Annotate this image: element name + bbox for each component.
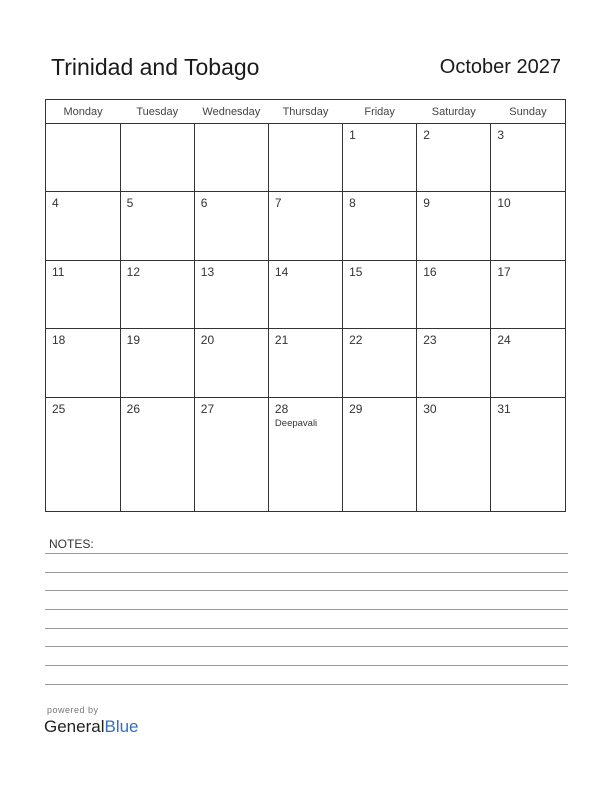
day-cell (343, 397, 417, 511)
day-cell (343, 260, 417, 328)
logo-general: General (44, 717, 105, 736)
day-number: 2 (423, 128, 430, 142)
day-number: 18 (52, 333, 66, 348)
day-number: 17 (497, 264, 511, 279)
day-number: 3 (497, 128, 505, 142)
day-number: 9 (423, 196, 430, 211)
day-cell (46, 260, 120, 328)
note-line (45, 553, 568, 554)
weekday-thursday: Thursday (268, 100, 342, 124)
day-number: 13 (200, 264, 215, 279)
day-cell (194, 329, 268, 397)
note-line (45, 684, 568, 685)
day-number: 6 (200, 196, 208, 211)
day-number: 25 (52, 401, 66, 416)
day-number: 14 (274, 264, 289, 279)
day-number: 1 (349, 128, 356, 142)
day-cell (46, 329, 120, 397)
powered-by-text: powered by (47, 705, 99, 715)
day-cell (120, 397, 194, 511)
day-number (195, 124, 268, 142)
day-cell (417, 192, 491, 260)
day-cell (268, 329, 342, 397)
weekday-friday: Friday (343, 100, 417, 124)
logo-blue: Blue (104, 717, 139, 736)
day-cell (120, 124, 194, 192)
weekday-wednesday: Wednesday (194, 100, 268, 124)
day-number (269, 124, 342, 142)
day-cell (268, 397, 342, 511)
day-cell (491, 397, 565, 511)
day-number: 19 (126, 333, 140, 348)
holiday-label: Deepavali (274, 417, 318, 429)
day-cell (120, 329, 194, 397)
day-cell (343, 329, 417, 397)
week-row (46, 260, 565, 328)
generalblue-logo (44, 717, 139, 737)
day-cell (417, 329, 491, 397)
note-line (45, 646, 568, 647)
day-number: 20 (200, 333, 215, 348)
day-cell (46, 192, 120, 260)
day-number: 7 (274, 196, 282, 211)
day-number: 28 (274, 401, 289, 416)
day-cell (417, 397, 491, 511)
note-line (45, 590, 568, 591)
day-cell (343, 124, 417, 192)
day-cell (194, 397, 268, 511)
day-number: 30 (423, 401, 437, 416)
day-cell (194, 260, 268, 328)
day-number: 31 (497, 401, 511, 416)
weekday-sunday: Sunday (491, 100, 565, 124)
note-line (45, 572, 568, 573)
day-cell (120, 260, 194, 328)
day-cell (268, 260, 342, 328)
calendar-grid (45, 99, 566, 512)
day-number: 5 (126, 196, 134, 211)
day-number: 12 (126, 264, 140, 279)
day-cell (491, 260, 565, 328)
day-number: 29 (349, 401, 363, 416)
weekday-header-row (46, 100, 565, 124)
weekday-saturday: Saturday (417, 100, 491, 124)
day-number (46, 124, 120, 142)
note-line (45, 609, 568, 610)
month-title: October 2027 (439, 56, 561, 78)
day-cell (268, 124, 342, 192)
day-number: 22 (349, 333, 363, 348)
day-cell (46, 397, 120, 511)
week-row (46, 397, 565, 511)
notes-label: NOTES: (49, 537, 94, 551)
day-number: 8 (349, 196, 356, 211)
day-cell (491, 329, 565, 397)
day-cell (343, 192, 417, 260)
day-cell (268, 192, 342, 260)
week-row (46, 124, 565, 192)
day-number: 11 (52, 264, 65, 279)
day-cell (120, 192, 194, 260)
day-number: 26 (126, 401, 140, 416)
day-number: 4 (52, 196, 59, 211)
day-number (121, 124, 194, 142)
day-cell (194, 192, 268, 260)
day-number: 10 (497, 196, 511, 211)
weekday-tuesday: Tuesday (120, 100, 194, 124)
day-number: 15 (349, 264, 363, 279)
weekday-monday: Monday (46, 100, 120, 124)
week-row (46, 192, 565, 260)
day-cell (417, 260, 491, 328)
day-cell (46, 124, 120, 192)
day-number: 23 (423, 333, 437, 348)
day-cell (491, 124, 565, 192)
country-title: Trinidad and Tobago (51, 54, 260, 80)
day-number: 21 (274, 333, 289, 348)
day-cell (491, 192, 565, 260)
note-line (45, 665, 568, 666)
day-cell (194, 124, 268, 192)
day-cell (417, 124, 491, 192)
note-line (45, 628, 568, 629)
calendar-table (46, 100, 565, 511)
day-number: 16 (423, 264, 437, 279)
day-number: 27 (200, 401, 215, 416)
day-number: 24 (497, 333, 511, 348)
week-row (46, 329, 565, 397)
